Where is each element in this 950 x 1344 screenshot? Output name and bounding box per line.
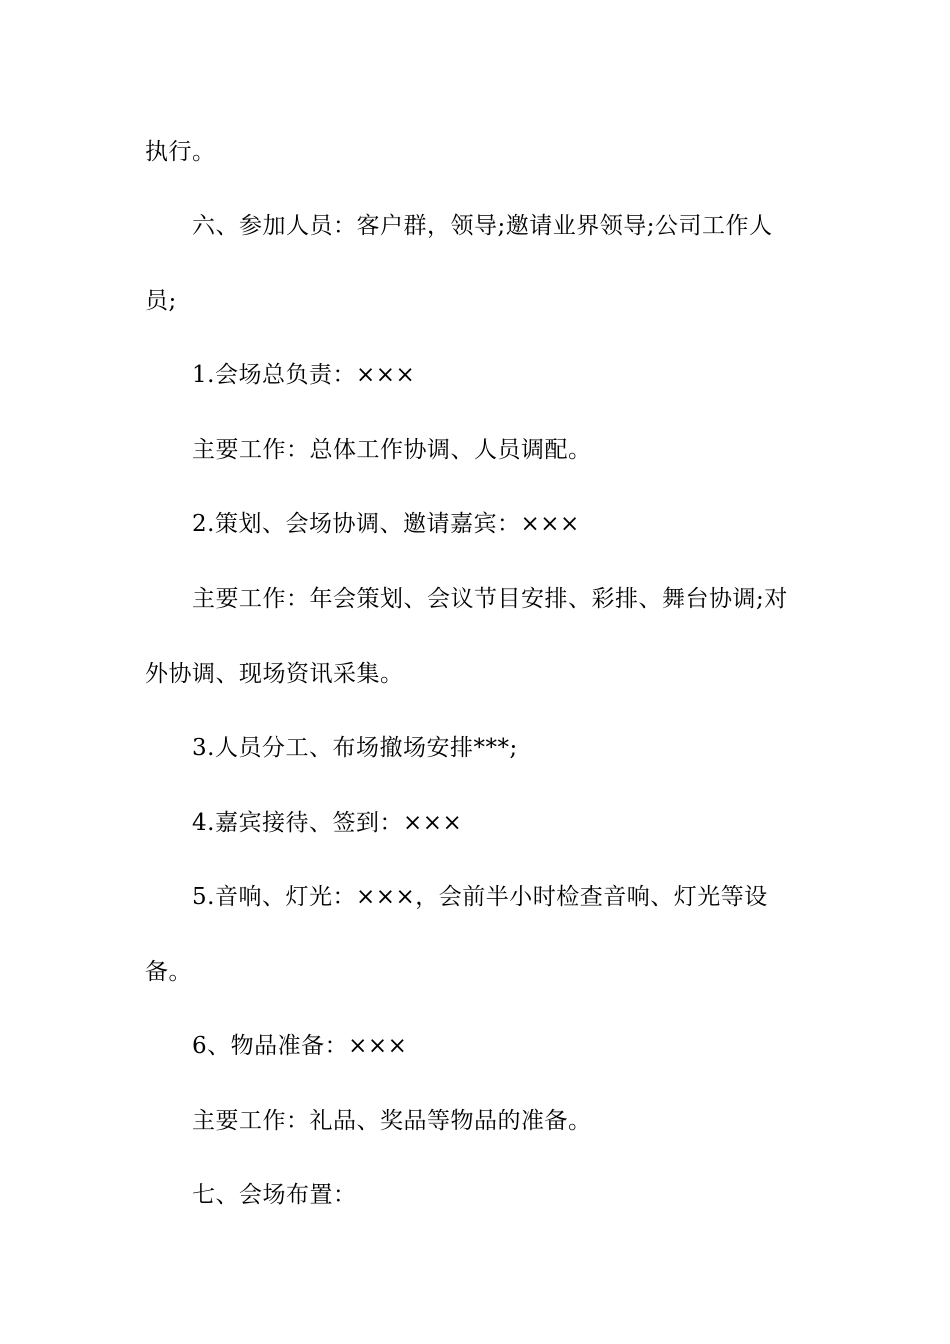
- paragraph-line-continuation: 备。: [145, 959, 192, 985]
- list-item-1-detail: 主要工作：总体工作协调、人员调配。: [192, 437, 592, 463]
- list-item-4: 4.嘉宾接待、签到：×××: [192, 810, 463, 836]
- section-seven-heading: 七、会场布置：: [192, 1182, 357, 1208]
- paragraph-line-continuation: 执行。: [145, 139, 216, 165]
- list-item-5: 5.音响、灯光：×××，会前半小时检查音响、灯光等设: [192, 884, 768, 910]
- list-item-2-detail: 主要工作：年会策划、会议节目安排、彩排、舞台协调;对: [192, 586, 788, 612]
- list-item-1: 1.会场总负责：×××: [192, 362, 416, 388]
- paragraph-line-continuation: 员;: [145, 288, 177, 314]
- list-item-6-detail: 主要工作：礼品、奖品等物品的准备。: [192, 1108, 592, 1134]
- list-item-2: 2.策划、会场协调、邀请嘉宾：×××: [192, 511, 580, 537]
- list-item-6: 6、物品准备：×××: [192, 1033, 408, 1059]
- paragraph-line-continuation: 外协调、现场资讯采集。: [145, 661, 404, 687]
- section-six-heading: 六、参加人员：客户群，领导;邀请业界领导;公司工作人: [192, 213, 773, 239]
- list-item-3: 3.人员分工、布场撤场安排***;: [192, 735, 518, 761]
